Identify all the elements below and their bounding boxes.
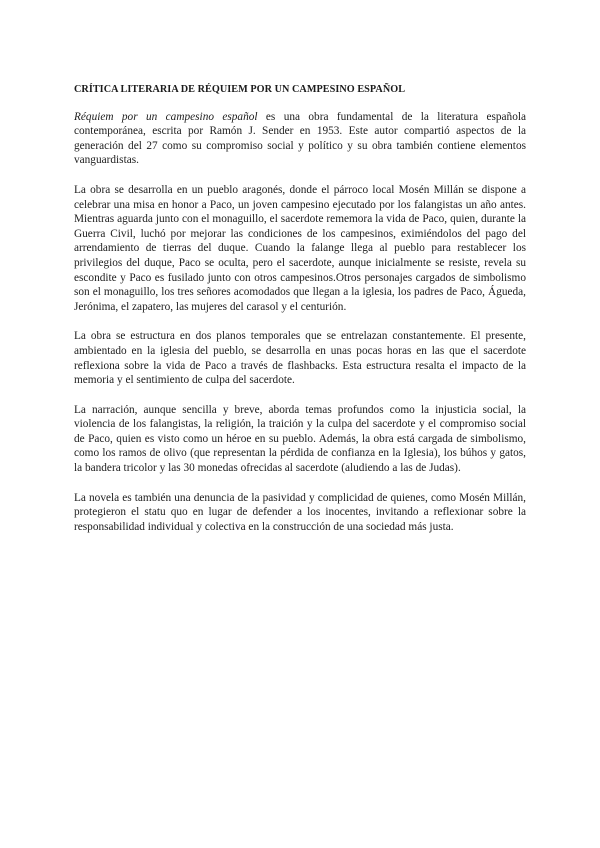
themes-paragraph: La narración, aunque sencilla y breve, aborda temas profundos como la injusticia social, la violencia de los falangistas, la religión, la traición y la culpa del sacerdote y el compromiso social de Paco, quien es visto como un héroe en su pueblo. Además, la obra está cargada de simbolismo, como los ramos de olivo (que representan la pérdida de confianza en la Iglesia), los búhos y gatos, la bandera tricolor y las 30 monedas ofrecidas al sacerdote (aludiendo a las de Judas). (74, 403, 526, 475)
plot-paragraph: La obra se desarrolla en un pueblo aragonés, donde el párroco local Mosén Millán se dispone a celebrar una misa en honor a Paco, un joven campesino ejecutado por los falangistas un año antes. Mientras aguarda junto con el monaguillo, el sacerdote rememora la vida de Paco, quien, durante la Guerra Civil, luchó por mejorar las condiciones de los campesinos, eximiéndolos del pago del arrendamiento de tierras del duque. Cuando la falange llega al pueblo para restablecer los privilegios del duque, Paco se oculta, pero el sacerdote, aunque inicialmente se resiste, revela su escondite y Paco es fusilado junto con otros campesinos.Otros personajes cargados de simbolismo son el monaguillo, los tres señores acomodados que llegan a la iglesia, los padres de Paco, Águeda, Jerónima, el zapatero, las mujeres del carasol y el centurión. (74, 183, 526, 313)
structure-paragraph: La obra se estructura en dos planos temporales que se entrelazan constantemente. El presente, ambientado en la iglesia del pueblo, se desarrolla en unas pocas horas en las que el sacerdote reflexiona sobre la vida de Paco a través de flashbacks. Esta estructura resalta el impacto de la memoria y el sentimiento de culpa del sacerdote. (74, 330, 526, 387)
conclusion-paragraph: La novela es también una denuncia de la pasividad y complicidad de quienes, como Mosén Millán, protegieron el statu quo en lugar de defender a los inocentes, invitando a reflexionar sobre la responsabilidad individual y colectiva en la construcción de una sociedad más justa. (74, 491, 526, 533)
intro-paragraph (74, 110, 526, 168)
document-body (74, 83, 526, 549)
intro-text: es una obra fundamental de la literatura española contemporánea, escrita por Ramón J. Sender en 1953. Este autor compartió aspectos de la generación del 27 como su compromiso social y político y su obra también contiene elementos vanguardistas. (74, 110, 526, 167)
document-title: CRÍTICA LITERARIA DE RÉQUIEM POR UN CAMPESINO ESPAÑOL (74, 84, 406, 95)
book-title: Réquiem por un campesino español (74, 110, 258, 123)
